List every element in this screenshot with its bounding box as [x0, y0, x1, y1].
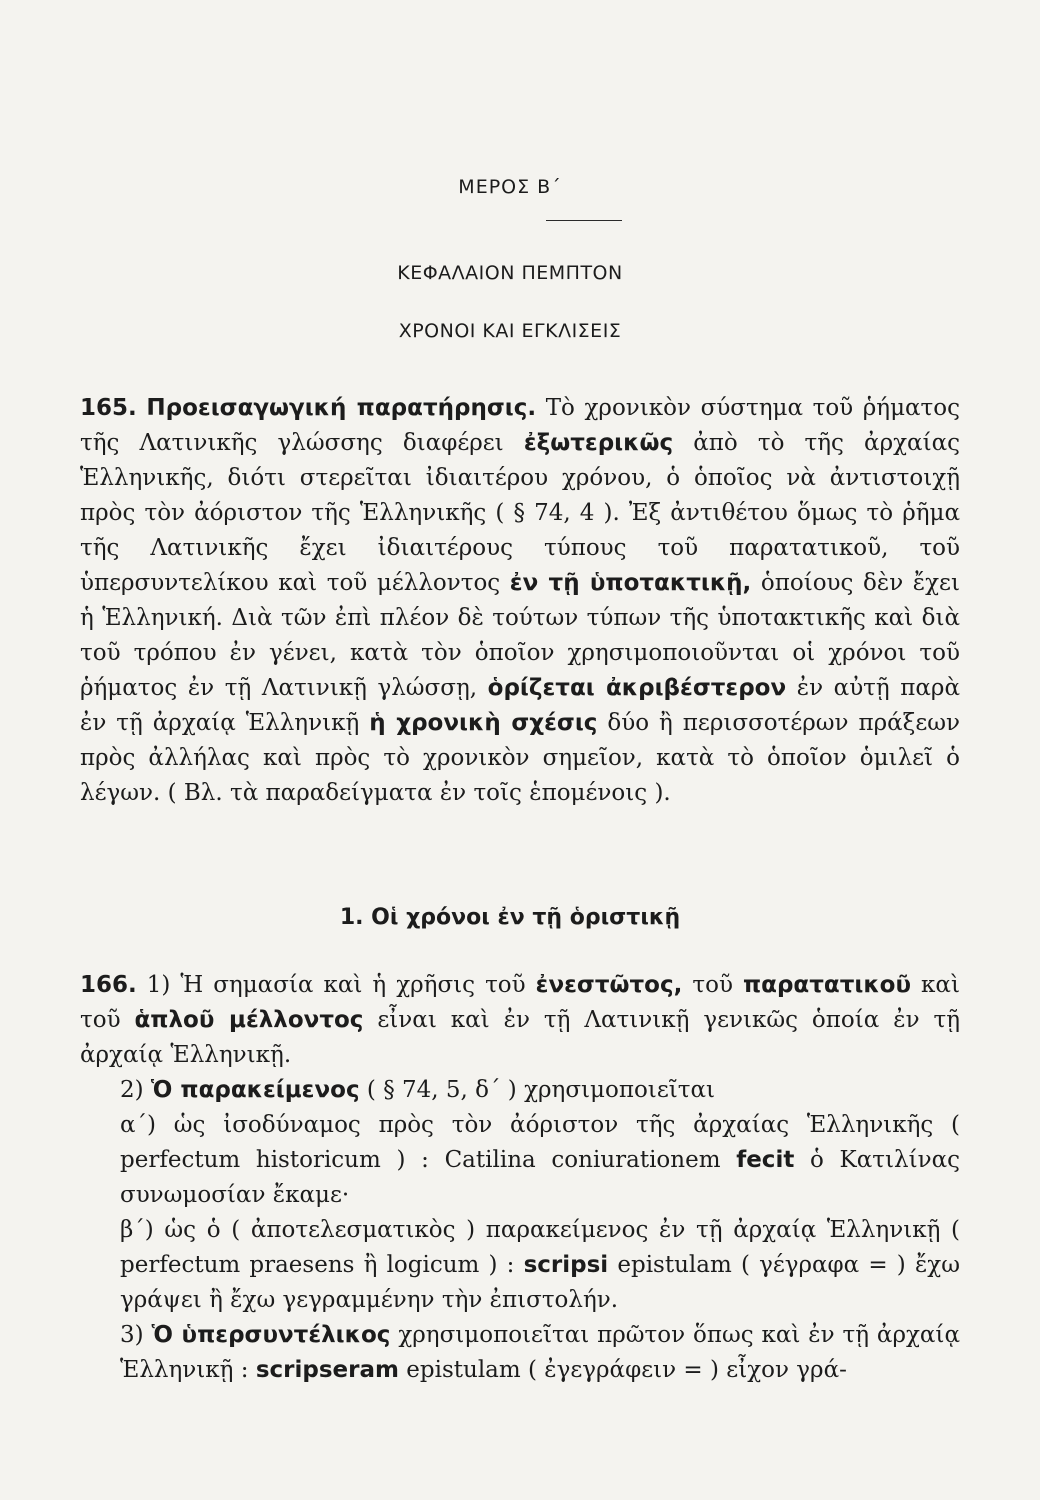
paragraph-165 — [80, 391, 960, 811]
bold-term: ἡ χρονικὴ σχέσις — [369, 710, 598, 736]
text: ( § 74, 5, δ΄ ) χρησιμοποιεῖται — [359, 1077, 716, 1103]
paragraph-heading: Προεισαγωγική παρατήρησις. — [146, 395, 537, 421]
part-title: ΜΕΡΟΣ Β΄ — [458, 176, 562, 198]
text: ἀπὸ τὸ τῆς ἀρχαίας Ἑλληνικῆς, διότι στερεῖται ἰδιαιτέρου χρόνου, ὁ ὁποῖος νὰ ἀντιστοιχῇ πρὸς τὸν ἀόριστον τῆς Ἑλληνικῆς ( § 74, 4 ). Ἐξ ἀντιθέτου ὅμως τὸ ῥῆμα τῆς Λατινικῆς ἔχει ἰδιαιτέρους τύπους τοῦ παρατατικοῦ, τοῦ ὑπερσυντελίκου καὶ τοῦ μέλλοντος — [80, 430, 961, 596]
book-page — [80, 0, 960, 1500]
text: 2) — [120, 1077, 151, 1103]
text: epistulam ( γέγραφα = ) ἔχω γράψει ἢ ἔχω γεγραμμένην τὴν ἐπιστολήν. — [120, 1252, 960, 1313]
paragraph-number: 166. — [80, 972, 137, 998]
item-2b — [80, 1213, 960, 1318]
text: Τὸ χρονικὸν σύστημα τοῦ ῥήματος τῆς Λατινικῆς γλώσσης διαφέρει — [80, 395, 961, 456]
bold-term: ὁρίζεται ἀκριβέστερον — [487, 675, 787, 701]
bold-term: ἐνεστῶτος, — [535, 972, 683, 998]
text: ὁ Κατιλίνας συνωμοσίαν ἔκαμε· — [120, 1147, 960, 1208]
text: δύο ἢ περισσοτέρων πράξεων πρὸς ἀλλήλας καὶ πρὸς τὸ χρονικὸν σημεῖον, κατὰ τὸ ὁποῖον ὁμιλεῖ ὁ λέγων. ( Βλ. τὰ παραδείγματα ἐν τοῖς ἑπομένοις ). — [80, 710, 960, 806]
text: α΄) ὡς ἰσοδύναμος πρὸς τὸν ἀόριστον τῆς ἀρχαίας Ἑλληνικῆς ( perfectum historicum ) : Catilina coniurationem — [120, 1112, 960, 1173]
text: εἶναι καὶ ἐν τῇ Λατινικῇ γενικῶς ὁποία ἐν τῇ ἀρχαίᾳ Ἑλληνικῇ. — [80, 1007, 960, 1068]
text: χρησιμοποιεῖται πρῶτον ὅπως καὶ ἐν τῇ ἀρχαίᾳ Ἑλληνικῇ : — [120, 1322, 960, 1383]
bold-term: ἐξωτερικῶς — [523, 430, 674, 456]
bold-term: scripsi — [523, 1252, 609, 1278]
bold-term: παρατατικοῦ — [742, 972, 912, 998]
bold-term: fecit — [736, 1147, 795, 1173]
item-3 — [80, 1318, 960, 1388]
text: ἐν αὐτῇ παρὰ ἐν τῇ ἀρχαίᾳ Ἑλληνικῇ — [80, 675, 960, 736]
title-divider — [546, 220, 622, 221]
bold-term: ἁπλοῦ μέλλοντος — [134, 1007, 364, 1033]
text: β΄) ὡς ὁ ( ἀποτελεσματικὸς ) παρακείμενος ἐν τῇ ἀρχαίᾳ Ἑλληνικῇ ( perfectum praesens ἢ logicum ) : — [120, 1217, 960, 1278]
paragraph-166 — [80, 968, 960, 1388]
item-2 — [80, 1073, 960, 1108]
text: 3) — [120, 1322, 152, 1348]
text: epistulam ( ἐγεγράφειν = ) εἶχον γρά- — [398, 1357, 847, 1383]
bold-term: Ὁ παρακείμενος — [150, 1077, 360, 1103]
text: τοῦ — [682, 972, 743, 998]
bold-term: scripseram — [255, 1357, 399, 1383]
item-2a — [80, 1108, 960, 1213]
bold-term: ἐν τῇ ὑποτακτικῇ, — [509, 570, 752, 596]
text: ὁποίους δὲν ἔχει ἡ Ἑλληνική. Διὰ τῶν ἐπὶ πλέον δὲ τούτων τύπων τῆς ὑποτακτικῆς καὶ διὰ τοῦ τρόπου ἐν γένει, κατὰ τὸν ὁποῖον χρησιμοποιοῦνται οἱ χρόνοι τοῦ ῥήματος ἐν τῇ Λατινικῇ γλώσσῃ, — [80, 570, 960, 701]
paragraph-number: 165. — [80, 395, 137, 421]
section-title: 1. Οἱ χρόνοι ἐν τῇ ὁριστικῇ — [339, 905, 681, 930]
chapter-title: ΚΕΦΑΛΑΙΟΝ ΠΕΜΠΤΟΝ — [397, 262, 623, 284]
chapter-subject: ΧΡΟΝΟΙ ΚΑΙ ΕΓΚΛΙΣΕΙΣ — [398, 320, 622, 342]
bold-term: Ὁ ὑπερσυντέλικος — [151, 1322, 391, 1348]
text: 1) Ἡ σημασία καὶ ἡ χρῆσις τοῦ — [136, 972, 536, 998]
text: καὶ τοῦ — [80, 972, 960, 1033]
